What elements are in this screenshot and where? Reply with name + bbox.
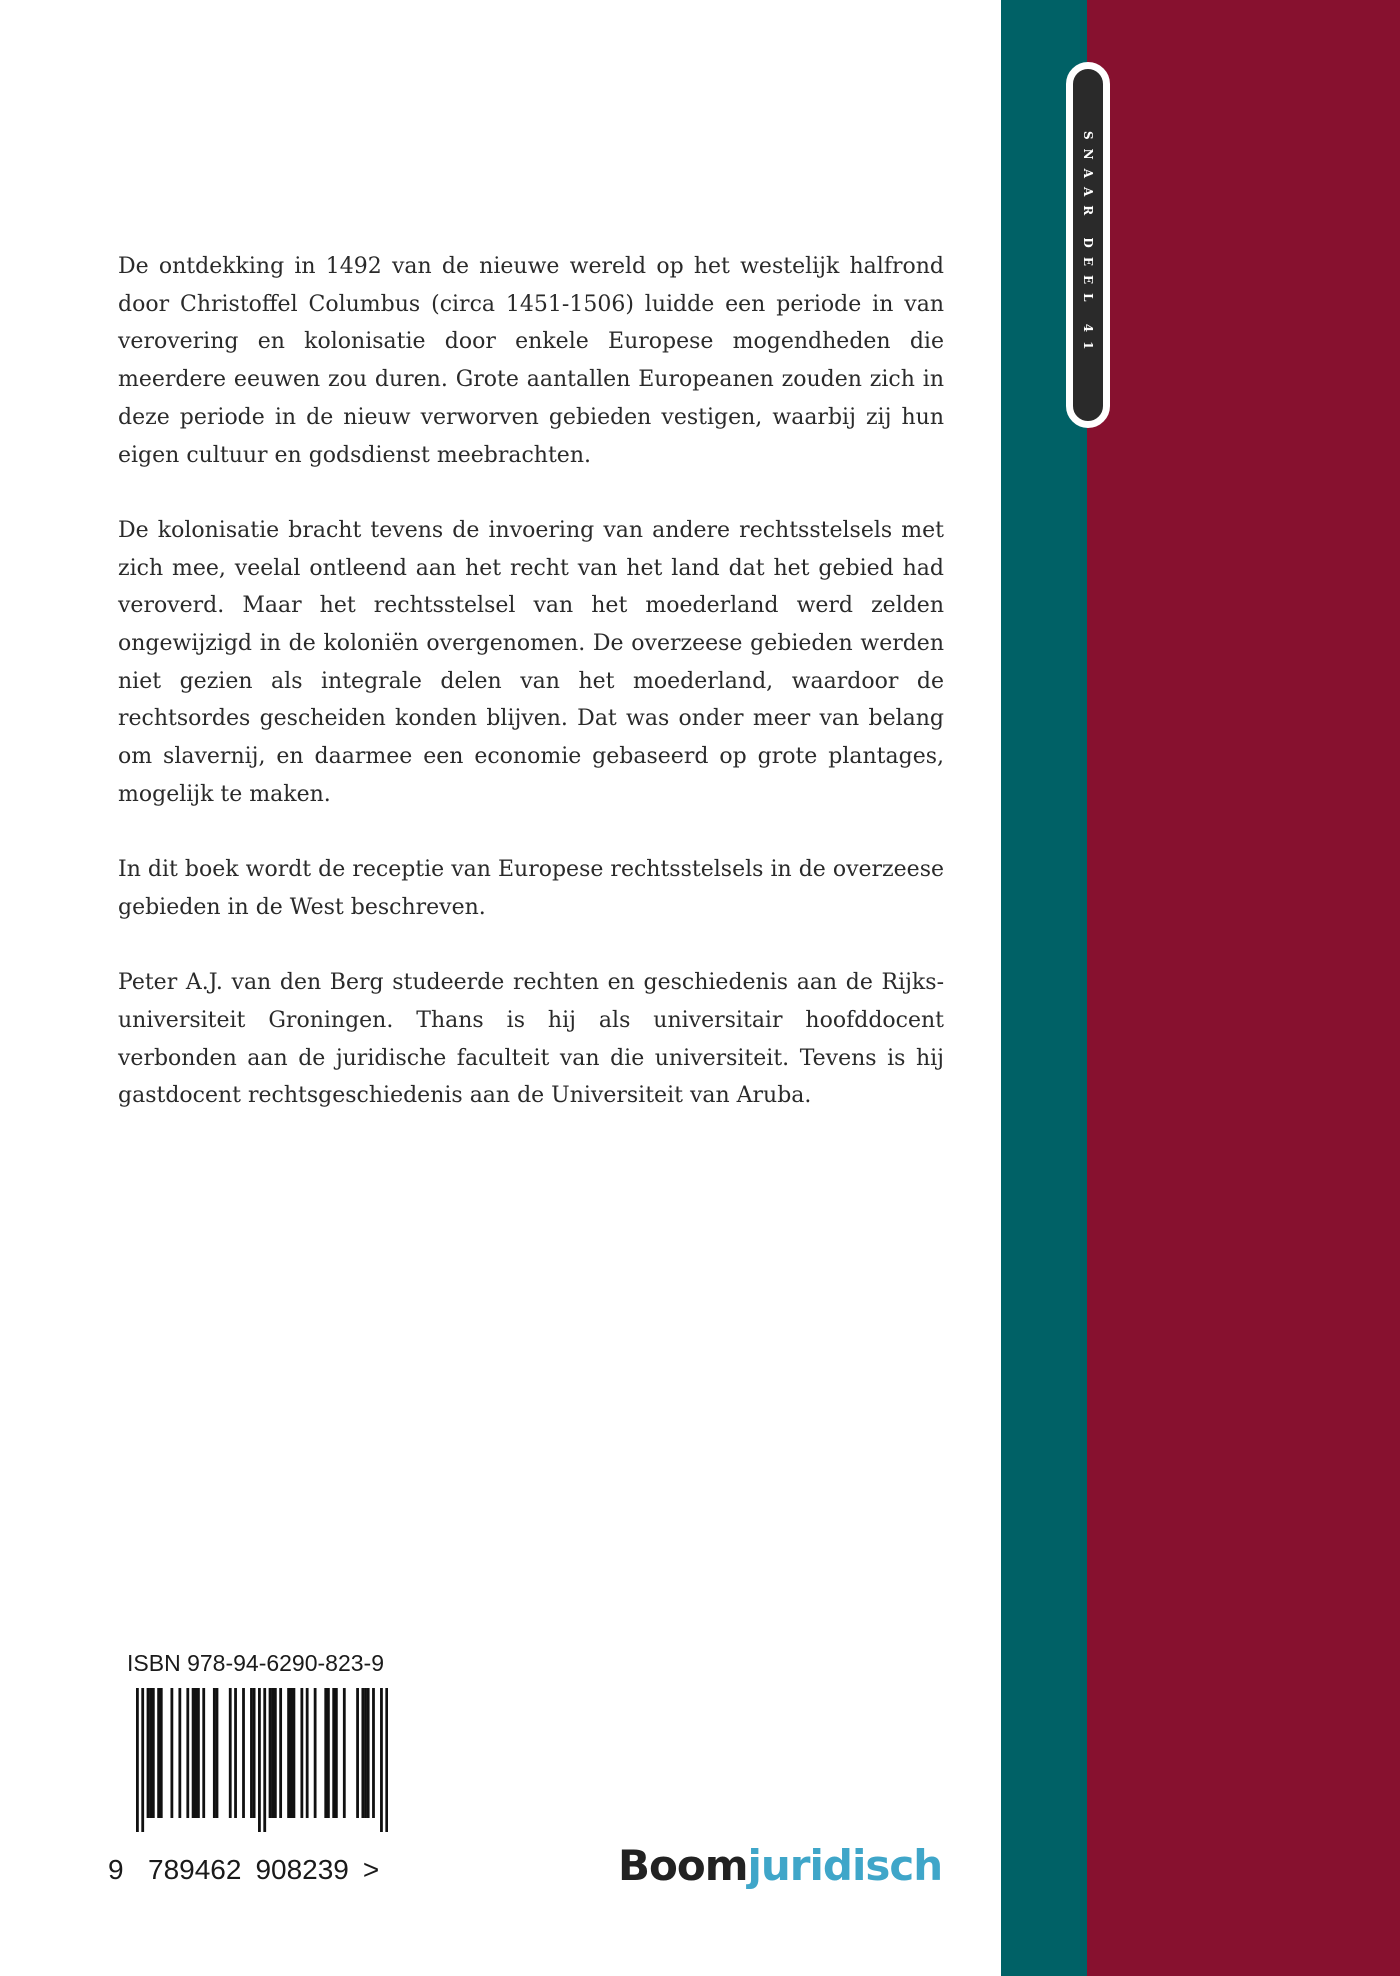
barcode-bar	[361, 1688, 364, 1818]
publisher-logo	[618, 1841, 943, 1890]
barcode-quiet-zone-mark: >	[362, 1854, 380, 1885]
barcode-bar	[356, 1688, 359, 1818]
barcode-bar	[300, 1688, 303, 1818]
barcode-bar	[343, 1688, 346, 1818]
isbn-label: ISBN 978-94-6290-823-9	[127, 1650, 384, 1676]
barcode-bar	[229, 1688, 232, 1818]
barcode-bar	[234, 1688, 237, 1818]
barcode-bar	[213, 1688, 216, 1818]
barcode-bar	[372, 1688, 375, 1818]
barcode-bar	[332, 1688, 335, 1818]
barcode-bar	[274, 1688, 277, 1818]
barcode-first-digit: 9	[108, 1854, 124, 1885]
barcode-bar	[192, 1688, 195, 1818]
barcode-guard-bar	[263, 1688, 266, 1832]
barcode-bar	[170, 1688, 173, 1818]
barcode-bar	[194, 1688, 197, 1818]
barcode-bar	[152, 1688, 155, 1818]
barcode-bar	[160, 1688, 163, 1818]
barcode-guard-bar	[141, 1688, 144, 1832]
blurb-paragraph: De kolonisatie bracht tevens de invoering van andere rechtsstelsels met zich mee, veelal ontleend aan het recht van het land dat het gebied had veroverd. Maar het rechtsstelsel van het moederland werd zelden ongewijzigd in de koloniën overgenomen. De overzeese gebieden werden niet gezien als integrale delen van het moederland, waardoor de rechtsordes gescheiden konden blijven. Dat was onder meer van belang om slavernij, en daarmee een economie gebaseerd op grote plantages, mogelijk te maken.	[118, 517, 944, 807]
barcode-bar	[149, 1688, 152, 1818]
barcode-bar	[324, 1688, 327, 1818]
blurb-paragraph: In dit boek wordt de receptie van Europese rechtsstelsels in de overzeese gebieden in de West beschreven.	[118, 857, 944, 920]
publisher-logo-boom: Boom	[618, 1841, 748, 1890]
barcode-bar	[367, 1688, 370, 1818]
barcode-left-digits: 789462	[148, 1854, 242, 1885]
barcode-bar	[269, 1688, 272, 1818]
publisher-logo-juridisch: juridisch	[747, 1841, 943, 1890]
barcode-bar	[279, 1688, 282, 1818]
barcode-bar	[202, 1688, 205, 1818]
barcode-bar	[216, 1688, 219, 1818]
barcode-bar	[327, 1688, 330, 1818]
barcode-bar	[147, 1688, 150, 1818]
barcode-bar	[306, 1688, 309, 1818]
spine-crimson-band	[1087, 0, 1400, 1976]
barcode-guard-bar	[136, 1688, 139, 1832]
barcode-digits	[108, 1853, 383, 1887]
blurb-paragraph: De ontdekking in 1492 van de nieuwe wereld op het westelijk halfrond door Christoffel Columbus (circa 1451-1506) luidde een periode in van verovering en kolonisatie door enkele Europese mogendheden die meerdere eeuwen zou duren. Grote aantallen Europeanen zouden zich in deze periode in de nieuw verworven gebieden vestigen, waarbij zij hun eigen cultuur en godsdienst meebrachten.	[118, 254, 944, 468]
back-cover-blurb	[118, 248, 944, 1153]
barcode-bar	[250, 1688, 253, 1818]
barcode-bar	[287, 1688, 290, 1818]
series-badge	[1066, 62, 1110, 428]
barcode-guard-bar	[258, 1688, 261, 1832]
barcode-bar	[271, 1688, 274, 1818]
author-bio: Peter A.J. van den Berg studeerde rechten en geschiedenis aan de Rijksuniversiteit Groningen. Thans is hij als universitair hoofddocent verbonden aan de juridische faculteit van die universiteit. Tevens is hij gastdocent rechtsgeschiedenis aan de Universiteit van Aruba.	[118, 970, 944, 1109]
barcode-bar	[242, 1688, 245, 1818]
barcode-bar	[186, 1688, 189, 1818]
barcode-bar	[253, 1688, 256, 1818]
barcode-bar	[157, 1688, 160, 1818]
barcode-bar	[335, 1688, 338, 1818]
isbn-barcode	[136, 1688, 388, 1832]
barcode-guard-bar	[385, 1688, 388, 1832]
barcode-bar	[178, 1688, 181, 1818]
barcode-right-digits: 908239	[255, 1854, 349, 1885]
barcode-bar	[293, 1688, 296, 1818]
barcode-bar	[314, 1688, 317, 1818]
barcode-bar	[290, 1688, 293, 1818]
barcode-bar	[364, 1688, 367, 1818]
barcode-guard-bar	[380, 1688, 383, 1832]
barcode-bar	[197, 1688, 200, 1818]
series-label: SNAAR DEEL 41	[1081, 131, 1095, 359]
